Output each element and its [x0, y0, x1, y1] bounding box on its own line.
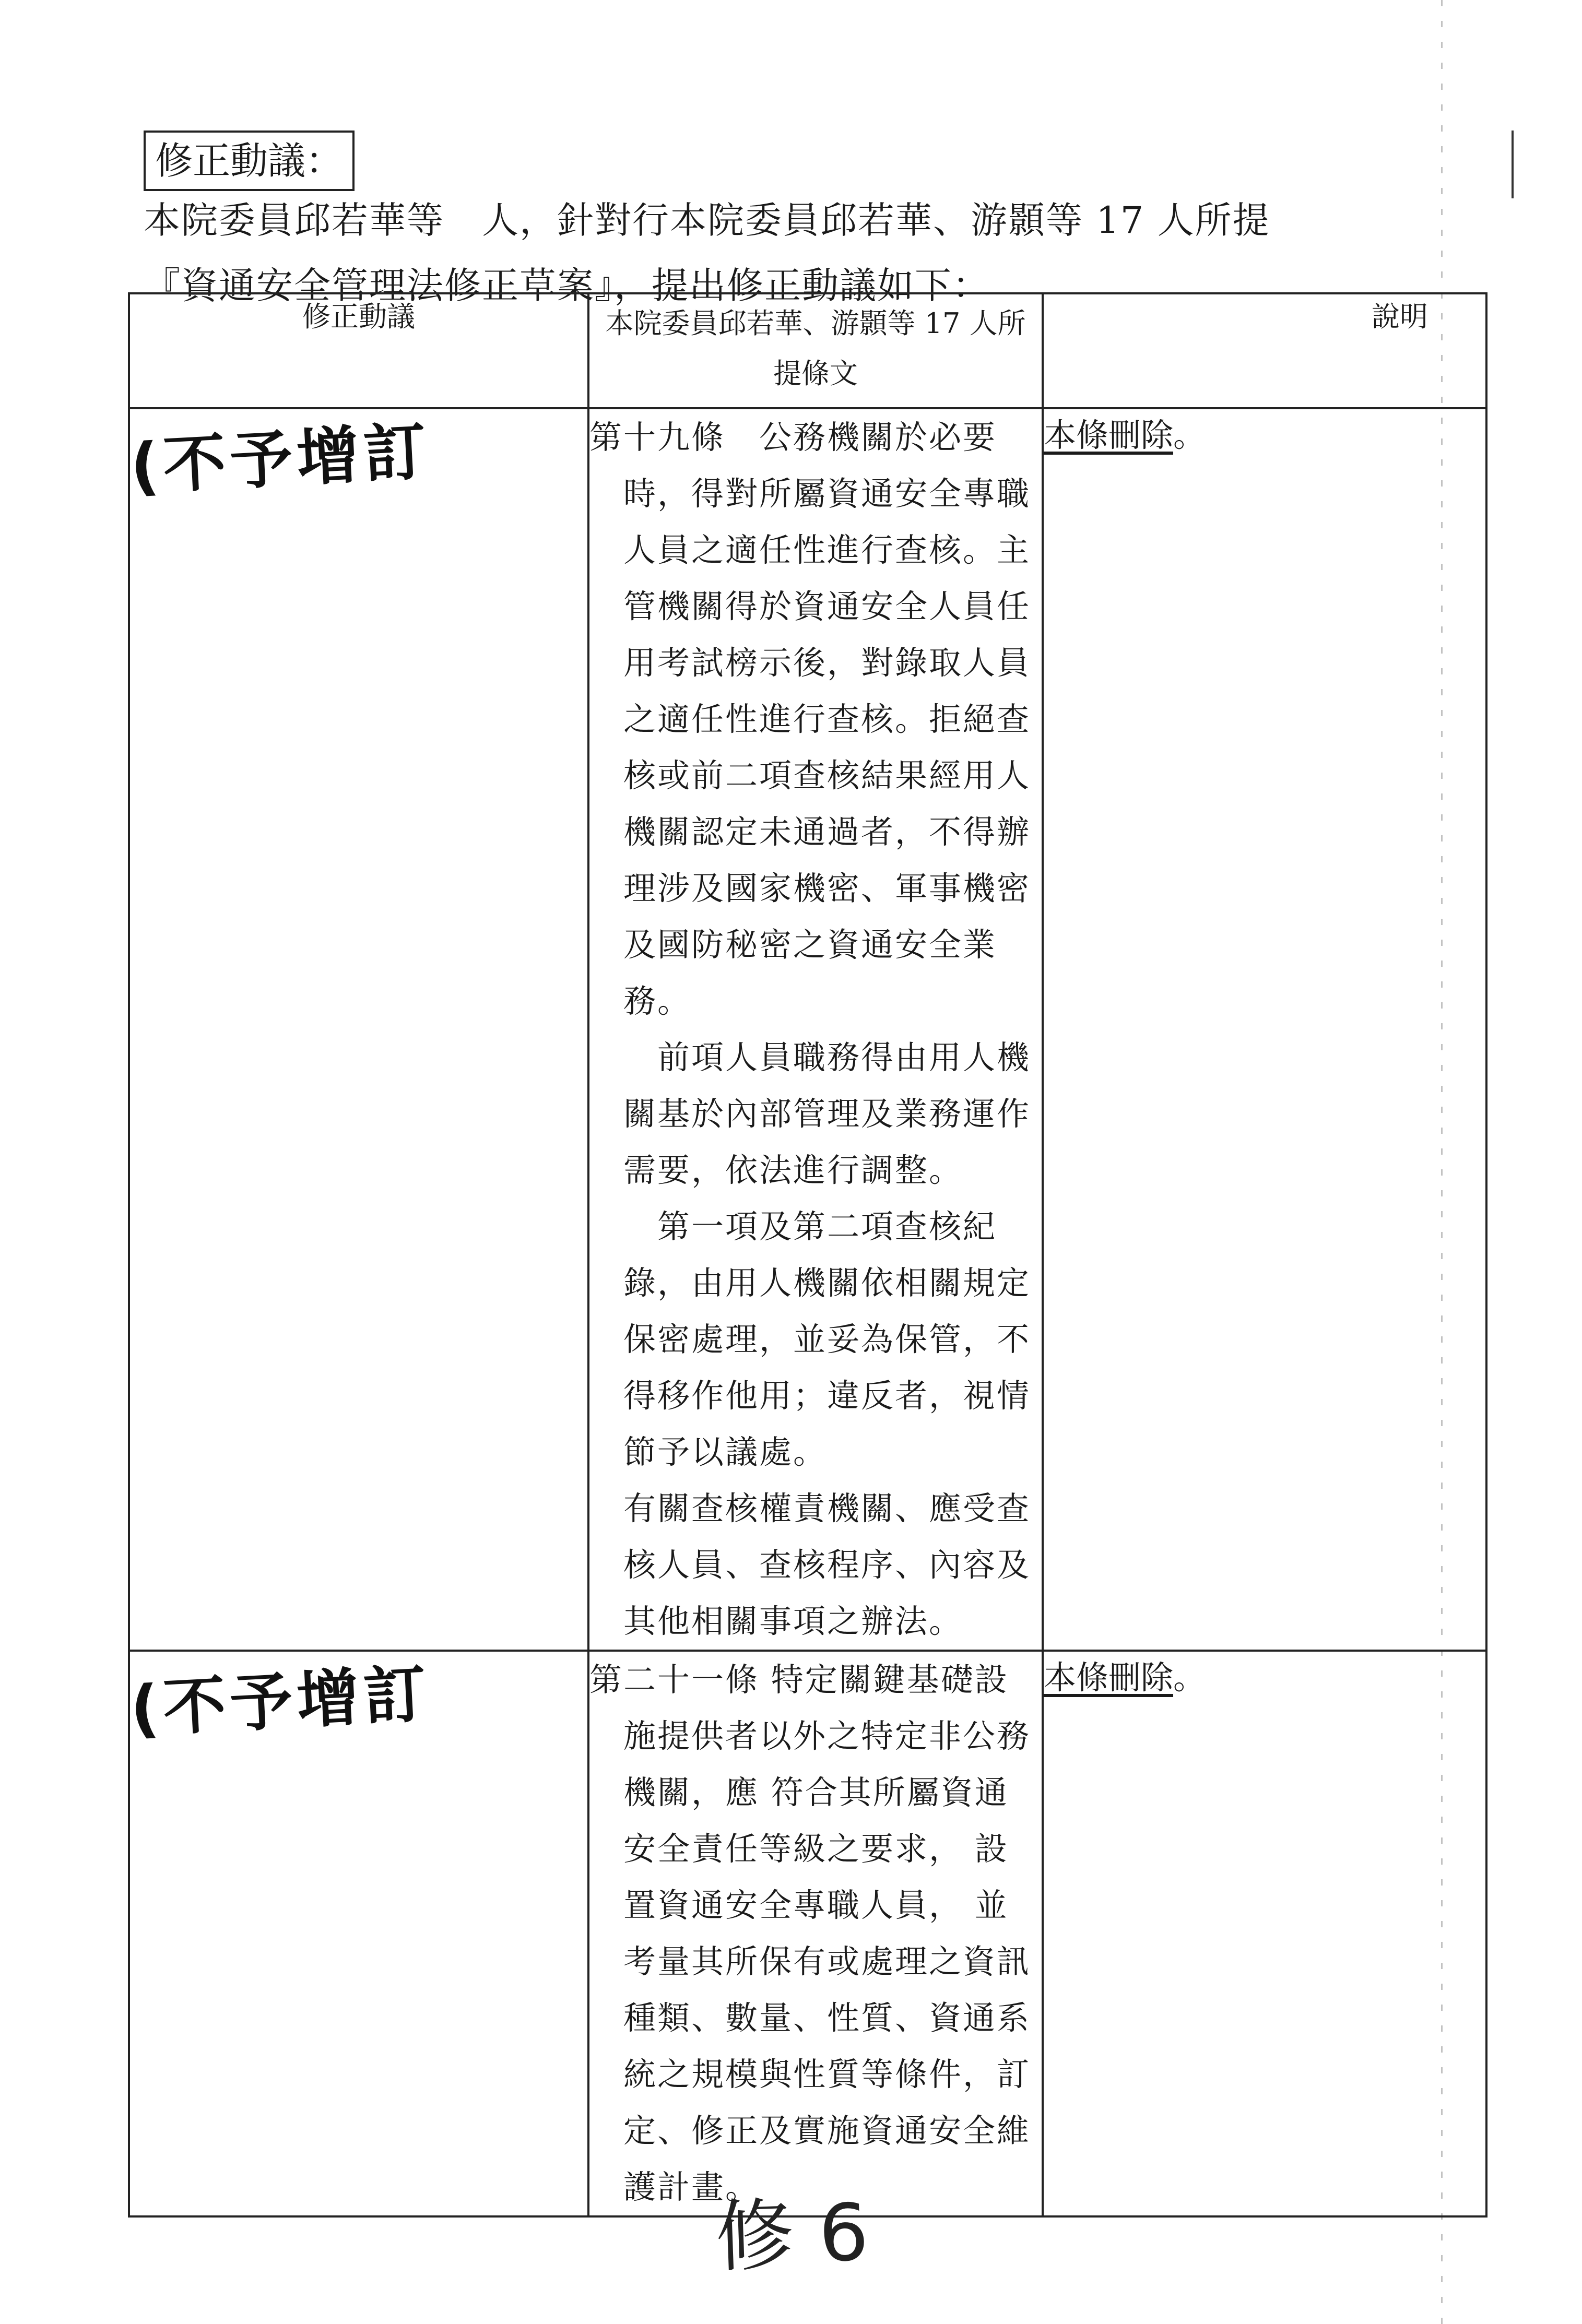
explanation-text: 本條刪除 — [1044, 416, 1174, 454]
intro-line-2: 『資通安全管理法修正草案』，提出修正動議如下： — [144, 264, 990, 307]
header-proposal: 本院委員邱若華、游顥等 17 人所提條文 — [588, 293, 1043, 408]
header-motion: 修正動議 — [129, 293, 588, 408]
explanation-cell — [1043, 408, 1486, 1651]
table-row — [129, 408, 1486, 1651]
explanation-cell — [1043, 1651, 1486, 2216]
intro-line-1: 本院委員邱若華等 人，針對行本院委員邱若華、游顥等 17 人所提 — [144, 199, 1270, 242]
table-header-row — [129, 293, 1486, 408]
explanation-punct: 。 — [1173, 416, 1206, 454]
handwritten-page-mark: 修 6 — [714, 2187, 870, 2284]
article-cell — [588, 1651, 1043, 2216]
header-explanation: 說明 — [1043, 293, 1486, 408]
margin-mark — [1512, 131, 1514, 198]
article-paragraph: 第一項及第二項查核紀錄，由用人機關依相關規定保密處理，並妥為保管，不得移作他用；違反者，視情節予以議處。 — [623, 1207, 1031, 1471]
motion-heading: 修正動議： — [144, 131, 355, 191]
article-paragraph: 前項人員職務得由用人機關基於內部管理及業務運作需要，依法進行調整。 — [623, 1038, 1031, 1189]
article-paragraph: 第十九條 公務機關於必要時，得對所屬資通安全專職人員之適任性進行查核。主管機關得於資通安全人員任用考試榜示後，對錄取人員之適任性進行查核。拒絕查核或前二項查核結果經用人機關認定未通過者，不得辦理涉及國家機密、軍事機密及國防秘密之資通安全業務。 — [589, 418, 1031, 1020]
motion-cell-handwritten: (不予增訂 — [129, 1651, 588, 2216]
explanation-punct: 。 — [1173, 1658, 1206, 1697]
article-paragraph: 第二十一條 特定關鍵基礎設施提供者以外之特定非公務機關，應 符合其所屬資通安全責任等級之要求， 設置資通安全專職人員， 並考量其所保有或處理之資訊種類、數量、性質、資通系統之規模與性質等條件，訂定、修正及實施資通安全維護計畫。 — [589, 1661, 1031, 2206]
explanation-text: 本條刪除 — [1044, 1658, 1174, 1697]
table-row — [129, 1651, 1486, 2216]
motion-table — [128, 292, 1487, 2218]
article-paragraph: 有關查核權責機關、應受查核人員、查核程序、內容及其他相關事項之辦法。 — [623, 1489, 1031, 1640]
motion-cell-handwritten: (不予增訂 — [129, 408, 588, 1651]
article-cell — [588, 408, 1043, 1651]
